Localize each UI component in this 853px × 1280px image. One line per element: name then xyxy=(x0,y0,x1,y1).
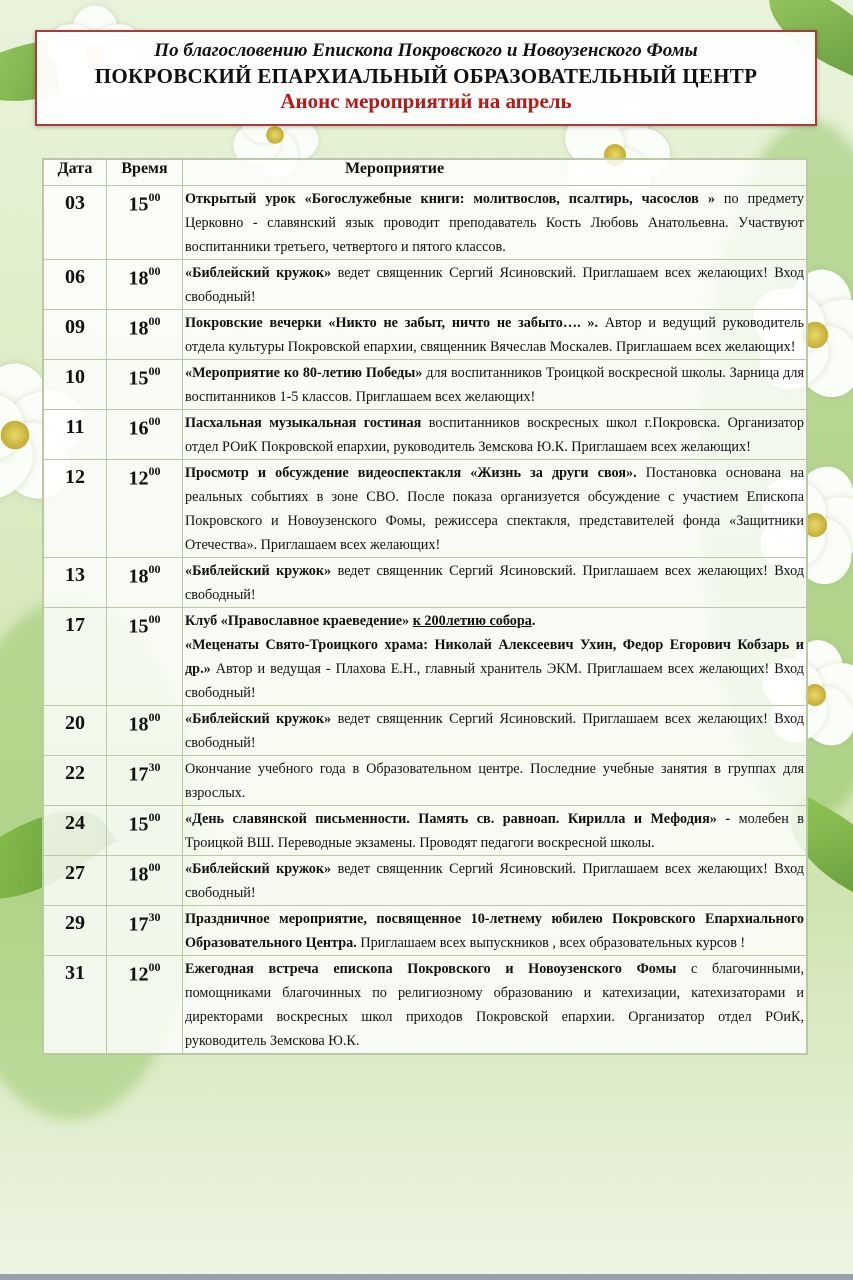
event-hour: 18 xyxy=(128,317,149,340)
table-row xyxy=(44,310,807,360)
table-row xyxy=(44,806,807,856)
event-details xyxy=(183,260,807,310)
bottom-bar xyxy=(0,1274,853,1280)
event-minutes: 00 xyxy=(148,960,161,974)
event-description: по предмету Церковно - славянский язык проводит преподаватель Кость Любовь Анатольевна. Участвуют воспитанники третьего, четвертого и пятого классов. xyxy=(185,191,804,255)
header-banner xyxy=(35,30,817,126)
event-title: «День славянской письменности. Память св. равноап. Кирилла и Мефодия» - xyxy=(185,811,731,827)
event-description: Автор и ведущий руководитель отдела культуры Покровской епархии, священник Вячеслав Москалев. Приглашаем всех желающих! xyxy=(185,315,804,355)
event-description: для воспитанников Троицкой воскресной школы. Зарница для воспитанников 1-5 классов. Приглашаем всех желающих! xyxy=(185,365,804,405)
event-date: 17 xyxy=(44,608,107,706)
event-title: Покровские вечерки «Никто не забыт, ничто не забыто…. ». xyxy=(185,315,599,331)
event-minutes: 00 xyxy=(148,190,161,204)
event-minutes: 00 xyxy=(148,314,161,328)
event-details xyxy=(183,608,807,706)
event-details xyxy=(183,806,807,856)
event-details xyxy=(183,558,807,608)
event-details xyxy=(183,410,807,460)
event-time xyxy=(107,260,183,310)
event-minutes: 00 xyxy=(148,364,161,378)
event-title: Пасхальная музыкальная гостиная xyxy=(185,415,422,431)
event-title: Просмотр и обсуждение видеоспектакля «Жизнь за други своя». xyxy=(185,465,637,481)
event-date: 03 xyxy=(44,186,107,260)
table-header-row xyxy=(44,160,807,186)
event-hour: 15 xyxy=(128,367,149,390)
event-time xyxy=(107,410,183,460)
event-punctuation: . xyxy=(531,613,536,629)
event-date: 10 xyxy=(44,360,107,410)
event-hour: 18 xyxy=(128,863,149,886)
event-minutes: 00 xyxy=(148,562,161,576)
event-minutes: 00 xyxy=(148,414,161,428)
event-details xyxy=(183,186,807,260)
event-hour: 17 xyxy=(128,913,149,936)
center-title: ПОКРОВСКИЙ ЕПАРХИАЛЬНЫЙ ОБРАЗОВАТЕЛЬНЫЙ ЦЕНТР xyxy=(94,64,758,88)
table-row xyxy=(44,706,807,756)
event-hour: 18 xyxy=(128,713,149,736)
event-time xyxy=(107,186,183,260)
event-hour: 12 xyxy=(128,963,149,986)
event-description: Автор и ведущая - Плахова Е.Н., главный хранитель ЭКМ. Приглашаем всех желающих! Вход свободный! xyxy=(185,661,804,701)
event-date: 27 xyxy=(44,856,107,906)
event-time xyxy=(107,558,183,608)
event-date: 20 xyxy=(44,706,107,756)
event-date: 09 xyxy=(44,310,107,360)
event-description: ведет священник Сергий Ясиновский. Приглашаем всех желающих! Вход свободный! xyxy=(185,711,804,751)
event-details xyxy=(183,460,807,558)
event-hour: 18 xyxy=(128,267,149,290)
event-date: 06 xyxy=(44,260,107,310)
event-date: 29 xyxy=(44,906,107,956)
event-minutes: 00 xyxy=(148,612,161,626)
event-date: 24 xyxy=(44,806,107,856)
table-row xyxy=(44,856,807,906)
event-description: Окончание учебного года в Образовательном центре. Последние учебные занятия в группах для взрослых. xyxy=(185,761,804,801)
table-row xyxy=(44,260,807,310)
event-time xyxy=(107,460,183,558)
event-description: Постановка основана на реальных событиях в зоне СВО. После показа организуется обсуждение с участием Епископа Покровского и Новоузенского Фомы, режиссера спектакля, представителей фонда «Защитники Отечества». Приглашаем всех желающих! xyxy=(185,465,804,553)
event-anniversary-note: к 200летию собора xyxy=(412,613,532,629)
announcement-title: Анонс мероприятий на апрель xyxy=(280,89,572,113)
event-time xyxy=(107,360,183,410)
event-hour: 18 xyxy=(128,565,149,588)
event-date: 12 xyxy=(44,460,107,558)
table-row xyxy=(44,756,807,806)
event-details xyxy=(183,756,807,806)
event-description: с благочинными, помощниками благочинных по религиозному образованию и катехизации, катехизаторами и директорами воскресных школ приходов Покровской епархии. Организатор отдел РОиК, руководитель Земскова Ю.К. xyxy=(185,961,804,1049)
event-title: «Библейский кружок» xyxy=(185,861,332,877)
event-hour: 15 xyxy=(128,615,149,638)
blessing-line: По благословению Епископа Покровского и Новоузенского Фомы xyxy=(154,40,698,61)
event-description: молебен в Троицкой ВШ. Переводные экзамены. Проводят педагоги воскресной школы. xyxy=(185,811,804,851)
event-time xyxy=(107,608,183,706)
table-row xyxy=(44,906,807,956)
event-time xyxy=(107,310,183,360)
event-title: «Мероприятие ко 80-летию Победы» xyxy=(185,365,423,381)
event-time xyxy=(107,756,183,806)
event-details xyxy=(183,360,807,410)
event-time xyxy=(107,956,183,1054)
column-header-date: Дата xyxy=(44,160,107,186)
event-details xyxy=(183,706,807,756)
event-hour: 16 xyxy=(128,417,149,440)
event-minutes: 30 xyxy=(148,910,161,924)
event-subtitle: «Меценаты Свято-Троицкого храма: Николай Алексеевич Ухин, Федор Егорович Кобзарь и др.» xyxy=(185,637,804,677)
event-time xyxy=(107,906,183,956)
column-header-time: Время xyxy=(107,160,183,186)
table-row xyxy=(44,410,807,460)
event-title: Праздничное мероприятие, посвященное 10-летнему юбилею Покровского Епархиального Образовательного Центра. xyxy=(185,911,804,951)
events-table xyxy=(42,158,808,1055)
table-row xyxy=(44,956,807,1054)
event-description: ведет священник Сергий Ясиновский. Приглашаем всех желающих! Вход свободный! xyxy=(185,563,804,603)
table-row xyxy=(44,460,807,558)
event-title: Ежегодная встреча епископа Покровского и Новоузенского Фомы xyxy=(185,961,677,977)
table-row xyxy=(44,360,807,410)
table-row xyxy=(44,558,807,608)
event-minutes: 00 xyxy=(148,464,161,478)
event-hour: 12 xyxy=(128,467,149,490)
event-title: Клуб «Православное краеведение» xyxy=(185,613,410,629)
event-minutes: 00 xyxy=(148,264,161,278)
event-description: ведет священник Сергий Ясиновский. Приглашаем всех желающих! Вход свободный! xyxy=(185,265,804,305)
event-hour: 15 xyxy=(128,193,149,216)
event-time xyxy=(107,706,183,756)
event-hour: 15 xyxy=(128,813,149,836)
event-details xyxy=(183,956,807,1054)
event-title: «Библейский кружок» xyxy=(185,265,332,281)
event-title: Открытый урок «Богослужебные книги: молитвослов, псалтирь, часослов » xyxy=(185,191,715,207)
event-details xyxy=(183,310,807,360)
event-date: 13 xyxy=(44,558,107,608)
table-row xyxy=(44,186,807,260)
event-title: «Библейский кружок» xyxy=(185,563,332,579)
event-minutes: 00 xyxy=(148,810,161,824)
event-date: 22 xyxy=(44,756,107,806)
event-minutes: 00 xyxy=(148,710,161,724)
event-details xyxy=(183,856,807,906)
column-header-event: Мероприятие xyxy=(183,160,807,186)
table-row xyxy=(44,608,807,706)
event-minutes: 00 xyxy=(148,860,161,874)
event-description: воспитанников воскресных школ г.Покровска. Организатор отдел РОиК Покровской епархии, руководитель Земскова Ю.К. Приглашаем всех желающих! xyxy=(185,415,804,455)
event-details xyxy=(183,906,807,956)
event-description: Приглашаем всех выпускников , всех образовательных курсов ! xyxy=(356,935,746,951)
event-date: 11 xyxy=(44,410,107,460)
event-description: ведет священник Сергий Ясиновский. Приглашаем всех желающих! Вход свободный! xyxy=(185,861,804,901)
event-time xyxy=(107,806,183,856)
event-date: 31 xyxy=(44,956,107,1054)
event-hour: 17 xyxy=(128,763,149,786)
event-title: «Библейский кружок» xyxy=(185,711,332,727)
event-minutes: 30 xyxy=(148,760,161,774)
event-time xyxy=(107,856,183,906)
